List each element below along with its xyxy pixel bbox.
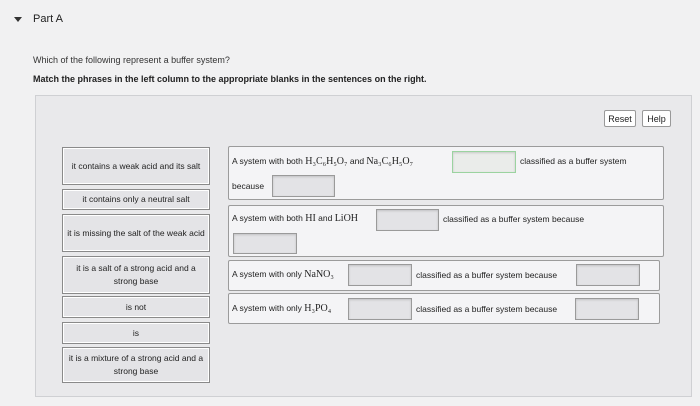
tile-only-neutral-salt[interactable]: it contains only a neutral salt <box>62 189 210 210</box>
tile-strong-acid-strong-base-salt[interactable]: it is a salt of a strong acid and a strong base <box>62 256 210 294</box>
tile-is-not[interactable]: is not <box>62 296 210 318</box>
sentence-4-blank-2[interactable] <box>575 298 639 320</box>
sentence-3-blank-2[interactable] <box>576 264 640 286</box>
sentence-4-blank-1[interactable] <box>348 298 412 320</box>
sentence-1-middle: classified as a buffer system <box>520 156 627 166</box>
sentence-3-middle: classified as a buffer system because <box>416 270 558 280</box>
sentence-4-formula: H₃PO₄ <box>304 303 332 314</box>
sentence-3-prefix: A system with only <box>232 269 305 279</box>
sentence-1-blank-1[interactable] <box>452 151 516 173</box>
sentence-1-line2: because <box>232 181 265 191</box>
sentence-2-and: and <box>315 213 335 223</box>
sentence-1-formula2: Na₃C₆H₅O₇ <box>366 156 414 167</box>
tile-weak-acid-and-salt[interactable]: it contains a weak acid and its salt <box>62 147 210 185</box>
tile-missing-salt[interactable]: it is missing the salt of the weak acid <box>62 214 210 252</box>
sentence-2-formula: HI <box>305 213 316 224</box>
sentence-3-formula: NaNO₃ <box>304 269 334 280</box>
question-text: Which of the following represent a buffer system? <box>33 55 230 65</box>
help-button[interactable]: Help <box>642 110 671 127</box>
sentence-4-text <box>232 303 331 314</box>
sentence-2-text <box>232 213 358 224</box>
sentence-1-prefix: A system with both <box>232 156 306 166</box>
sentence-3-text <box>232 269 334 280</box>
instruction-text: Match the phrases in the left column to the appropriate blanks in the sentences on the right. <box>33 74 427 84</box>
sentence-3-blank-1[interactable] <box>348 264 412 286</box>
sentence-1-blank-2[interactable] <box>272 175 335 197</box>
sentence-2-blank-2[interactable] <box>233 233 297 254</box>
sentence-2-middle: classified as a buffer system because <box>443 214 585 224</box>
reset-button[interactable]: Reset <box>604 110 636 127</box>
sentence-2-prefix: A system with both <box>232 213 306 223</box>
collapse-chevron-icon[interactable] <box>14 17 22 22</box>
tile-strong-acid-and-strong-base[interactable]: it is a mixture of a strong acid and a strong base <box>62 347 210 383</box>
sentence-4-prefix: A system with only <box>232 303 305 313</box>
sentence-4-middle: classified as a buffer system because <box>416 304 558 314</box>
sentence-1-formula: H₃C₆H₅O₇ <box>305 156 348 167</box>
part-title: Part A <box>33 13 63 25</box>
sentence-2-blank-1[interactable] <box>376 209 439 231</box>
sentence-1-and: and <box>347 156 367 166</box>
sentence-1-text <box>232 156 413 167</box>
tile-is[interactable]: is <box>62 322 210 344</box>
sentence-2-formula2: LiOH <box>334 213 359 224</box>
